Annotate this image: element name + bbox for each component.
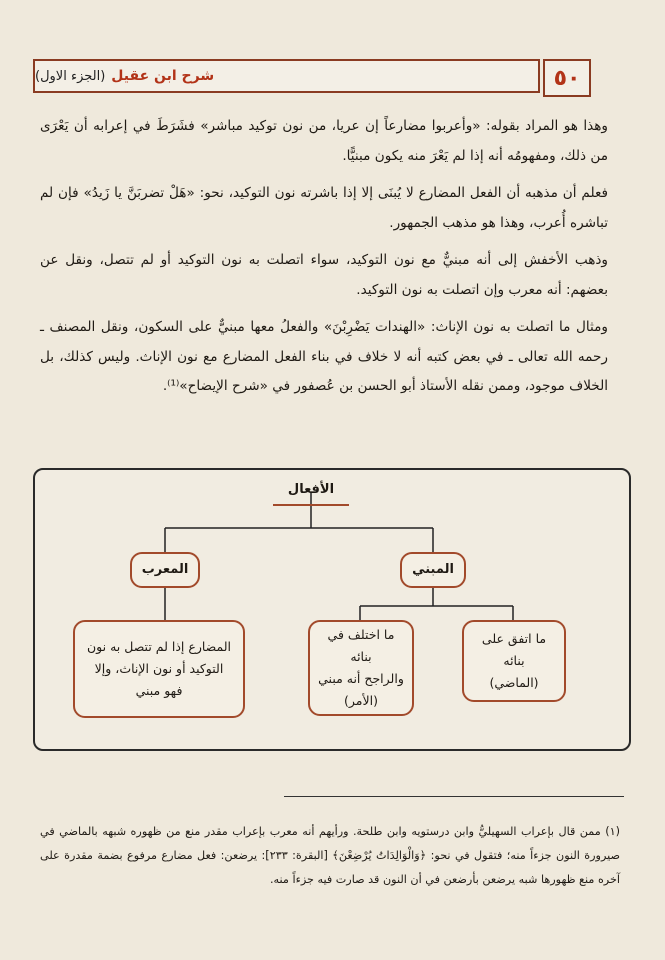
running-header (33, 59, 540, 93)
footnote (40, 820, 620, 892)
footnote-divider (284, 796, 624, 797)
node-agreed-line2: (الماضي) (489, 675, 539, 690)
footnote-text: ممن قال بإعراب السهيليُّ وابن درستويه وابن طلحة. ورأيهم أنه معرب بإعراب مقدر منع من ظهوره شبهه بالماضي في صيرورة النون جزءاً منه؛ فتقول في نحو: ﴿وَالْوَالِدَاتُ يُرْضِعْنَ﴾ [البقرة: ٢٣٣]: يرضعن: فعل مضارع مرفوع بضمة مقدرة على آخره منع ظهورها شبه يرضعن بأرضعن في أن النون قد صارت فيه جزءاً منه. (40, 825, 620, 886)
node-declined-label: المعرب (141, 562, 189, 577)
paragraph-3: وذهب الأخفش إلى أنه مبنيٌّ مع نون التوكيد، سواء اتصلت به نون التوكيد أو لم تتصل، ونقل عن بعضهم: أنه معرب وإن اتصلت به نون التوكيد. (40, 252, 608, 298)
page-number: ٥٠ (543, 59, 591, 97)
node-disputed (308, 620, 414, 716)
node-mudari-line2: التوكيد أو نون الإناث، وإلا (94, 661, 224, 676)
node-root (273, 476, 349, 506)
footnote-body (40, 820, 620, 892)
verbs-diagram (33, 468, 631, 751)
footnote-marker: (١) (605, 825, 620, 838)
node-mudari (73, 620, 245, 718)
node-disputed-line2: والراجح أنه مبني (318, 671, 404, 686)
node-agreed-line1: ما اتفق على بنائه (481, 631, 547, 668)
paragraph-2: فعلم أن مذهبه أن الفعل المضارع لا يُبنَى إلا إذا باشرته نون التوكيد، نحو: «هَلْ تضربَنَّ يا زَيدُ» فإن لم تباشره أُعرب، وهذا هو مذهب الجمهور. (40, 185, 608, 231)
book-title: شرح ابن عقيل (111, 68, 215, 84)
node-disputed-line1: ما اختلف في بنائه (327, 627, 395, 664)
node-mudari-line3: فهو مبني (135, 683, 183, 698)
node-built-label: المبني (412, 562, 454, 577)
main-text (40, 112, 608, 410)
node-declined (130, 552, 200, 588)
part-label: (الجزء الاول) (35, 68, 106, 84)
paragraph-4: ومثال ما اتصلت به نون الإناث: «الهندات يَضْرِبْنَ» والفعلُ معها مبنيٌّ على السكون، ونقل المصنف ـ رحمه الله تعالى ـ في بعض كتبه أنه لا خلاف في بناء الفعل المضارع مع نون الإناث. وليس كذلك، بل الخلاف موجود، وممن نقله الأستاذ أبو الحسن بن عُصفور في «شرح الإيضاح»⁽¹⁾. (40, 319, 608, 394)
node-built (400, 552, 466, 588)
node-disputed-line3: (الأمر) (344, 693, 378, 708)
node-agreed (462, 620, 566, 702)
node-root-label: الأفعال (287, 482, 335, 497)
paragraph-1: وهذا هو المراد بقوله: «وأعربوا مضارعاً إن عريا، من نون توكيد مباشر» فشَرَطَ في إعرابه أن يَعْرَى من ذلك، ومفهومُه أنه إذا لم يَعْرَ منه يكون مبنيًّا. (40, 118, 608, 164)
node-mudari-line1: المضارع إذا لم تتصل به نون (87, 639, 232, 654)
